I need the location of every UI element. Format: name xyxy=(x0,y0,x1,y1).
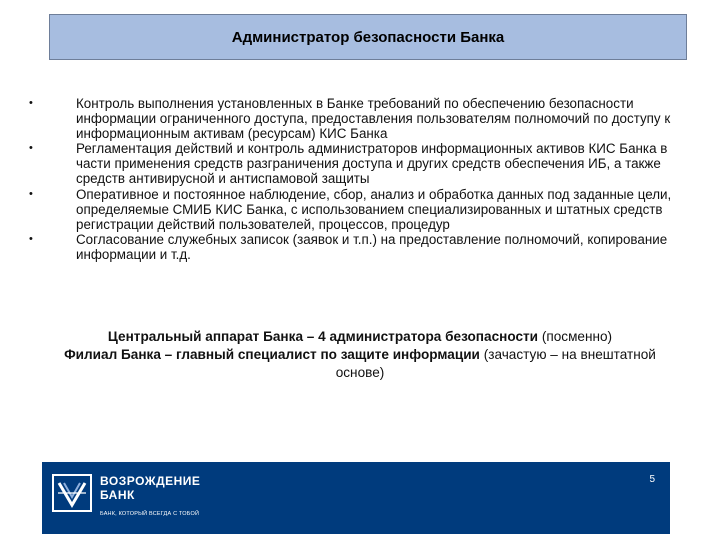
bullet-marker: • xyxy=(29,97,33,109)
bank-name-line1: ВОЗРОЖДЕНИЕ xyxy=(100,474,201,488)
summary-central-bold: Центральный аппарат Банка – 4 администратора безопасности xyxy=(107,329,539,344)
summary-branch-bold: Филиал Банка – главный специалист по защите информации xyxy=(64,347,480,362)
logo-graphic xyxy=(54,476,90,510)
list-item xyxy=(26,141,696,186)
page-number: 5 xyxy=(649,474,655,485)
summary-line-branch xyxy=(40,346,680,382)
slide-title: Администратор безопасности Банка xyxy=(231,28,505,46)
bullet-marker: • xyxy=(29,187,33,200)
bullet-text: Регламентация действий и контроль администраторов информационных активов КИС Банка в части применения средств разграничения доступа и других средств обеспечения ИБ, а также средств антивирусной и антиспамовой защиты xyxy=(76,141,668,187)
list-item xyxy=(26,96,696,141)
title-banner xyxy=(49,14,687,60)
list-item xyxy=(26,187,696,232)
bullet-marker: • xyxy=(29,142,33,155)
bullet-text: Согласование служебных записок (заявок и т.п.) на предоставление полномочий, копирование информации и т.д. xyxy=(76,231,668,262)
summary-branch-note: (зачастую – на внештатной основе) xyxy=(335,347,656,380)
bank-name xyxy=(100,474,200,502)
bullet-text: Оперативное и постоянное наблюдение, сбор, анализ и обработка данных под заданные цели, определяемые СМИБ КИС Банка, с использованием специализированных и штатных средств регистрации действий пользователей, процессов, процедур xyxy=(76,186,672,232)
bank-v-logo-icon xyxy=(52,474,92,512)
bank-slogan: БАНК, КОТОРЫЙ ВСЕГДА С ТОБОЙ xyxy=(100,511,200,517)
footer-bar xyxy=(42,462,670,534)
bullet-marker: • xyxy=(29,232,33,245)
summary-central-note: (посменно) xyxy=(538,329,613,344)
bank-name-line2: БАНК xyxy=(100,488,135,502)
summary-line-central xyxy=(40,328,680,346)
bullet-text: Контроль выполнения установленных в Банке требований по обеспечению безопасности информации ограниченного доступа, предоставления пользователям полномочий по доступу к информационным активам (ресурсам) КИС Банка xyxy=(76,96,671,142)
staffing-summary xyxy=(40,328,680,382)
bullet-list xyxy=(26,96,696,262)
list-item xyxy=(26,232,696,262)
